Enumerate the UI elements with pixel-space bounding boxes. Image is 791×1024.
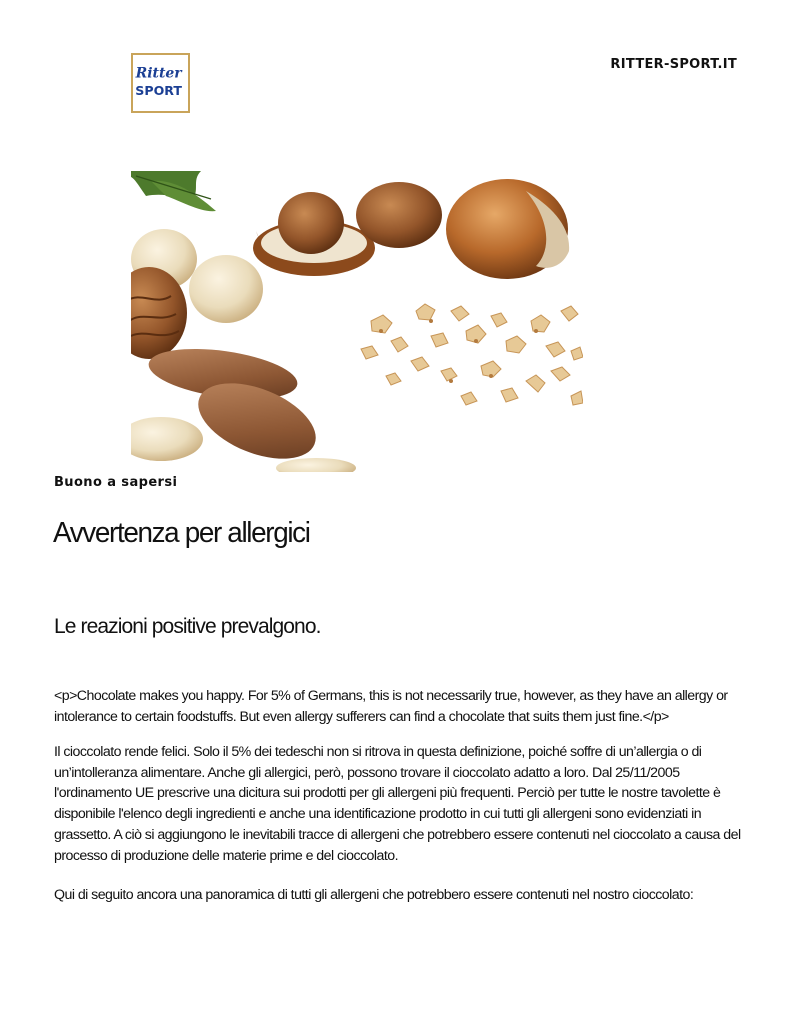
paragraph-intro: Il cioccolato rende felici. Solo il 5% dei tedeschi non si ritrova in questa definizione, poiché soffre di un’allergia o di un’intolleranza alimentare. Anche gli allergici, però, possono trovare il cioccolato adatto a loro. Dal 25/11/2005 l'ordinamento UE prescrive una dicitura sui prodotti per gli allergeni più frequenti. Perciò per tutte le nostre tavolette è disponibile l'elenco degli ingredienti e anche una identificazione prodotto in cui tutti gli allergeni sono evidenziati in grassetto. A ciò si aggiungono le inevitabili tracce di allergeni che potrebbero essere contenuti nel cioccolato a causa del processo di produzione delle materie prime e del cioccolato. (54, 744, 741, 864)
paragraph-allergen-overview: Qui di seguito ancora una panoramica di tutti gli allergeni che potrebbero essere contenuti nel nostro cioccolato: (54, 887, 694, 903)
paragraph-english: <p>Chocolate makes you happy. For 5% of Germans, this is not necessarily true, however, as they have an allergy or intolerance to certain foodstuffs. But even allergy sufferers can find a chocolate that suits them just fine.</p> (54, 688, 728, 725)
article-title: Avvertenza per allergici (53, 517, 310, 549)
ritter-sport-logo[interactable] (131, 53, 190, 113)
article-kicker: Buono a sapersi (54, 475, 178, 490)
nuts-photo (131, 171, 583, 472)
svg-text:SPORT: SPORT (135, 83, 182, 99)
article-subtitle: Le reazioni positive prevalgono. (54, 615, 321, 638)
logo-mark (133, 55, 188, 111)
svg-text:Ritter: Ritter (135, 65, 182, 82)
site-link[interactable]: RITTER-SPORT.IT (610, 57, 737, 72)
